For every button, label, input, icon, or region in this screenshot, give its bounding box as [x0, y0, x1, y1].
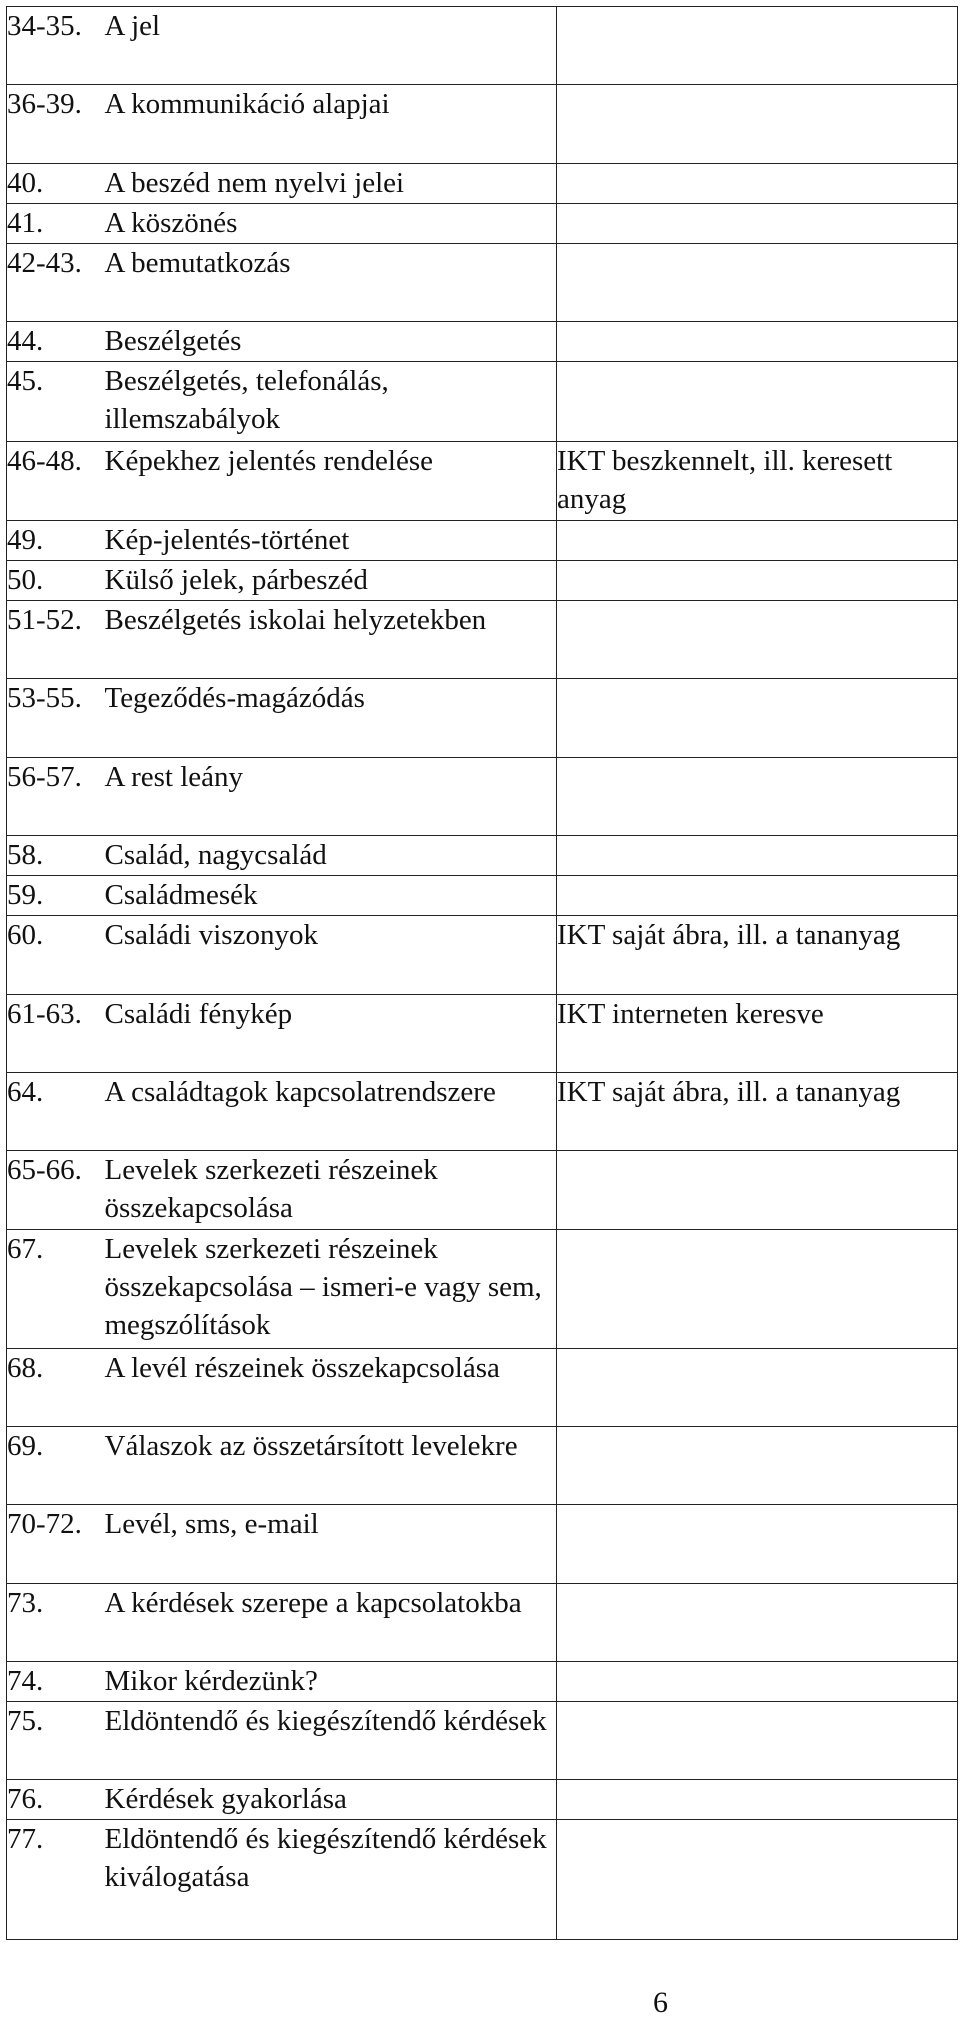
table-row: [7, 1072, 958, 1150]
table-row: [7, 7, 958, 85]
table-row: [7, 1348, 958, 1426]
table-row: [7, 561, 958, 601]
lesson-topic: Családi fénykép: [105, 994, 557, 1072]
table-row: [7, 362, 958, 441]
lesson-topic: Levelek szerkezeti részeinek összekapcsolása: [105, 1151, 557, 1230]
lesson-number: 40.: [7, 163, 105, 203]
lesson-topic: A levél részeinek összekapcsolása: [105, 1348, 557, 1426]
table-row: [7, 1661, 958, 1701]
lesson-number: 68.: [7, 1348, 105, 1426]
lesson-topic: Kép-jelentés-történet: [105, 520, 557, 560]
lesson-topic: A kérdések szerepe a kapcsolatokba: [105, 1583, 557, 1661]
lesson-number: 75.: [7, 1702, 105, 1780]
lesson-topic: A jel: [105, 7, 557, 85]
lesson-tool: IKT beszkennelt, ill. keresett anyag: [557, 444, 893, 515]
lesson-number: 65-66.: [7, 1151, 105, 1230]
lesson-number: 70-72.: [7, 1505, 105, 1583]
lesson-topic: Beszélgetés, telefonálás, illemszabályok: [105, 362, 557, 441]
lesson-number: 36-39.: [7, 85, 105, 163]
lesson-tool: IKT saját ábra, ill. a tananyag: [557, 919, 901, 952]
lesson-number: 74.: [7, 1661, 105, 1701]
lesson-number: 51-52.: [7, 601, 105, 679]
lesson-topic: A bemutatkozás: [105, 243, 557, 321]
lesson-number: 73.: [7, 1583, 105, 1661]
lesson-topic: Külső jelek, párbeszéd: [105, 561, 557, 601]
lesson-topic: Válaszok az összetársított levelekre: [105, 1427, 557, 1505]
lesson-tool: IKT interneten keresve: [557, 997, 824, 1030]
table-row: [7, 1427, 958, 1505]
lesson-plan-table: [6, 6, 958, 1940]
table-row: [7, 163, 958, 203]
table-row: [7, 1583, 958, 1661]
lesson-topic: Tegeződés-magázódás: [105, 679, 557, 757]
table-row: [7, 1230, 958, 1348]
lesson-number: 60.: [7, 916, 105, 994]
lesson-number: 49.: [7, 520, 105, 560]
lesson-topic: Mikor kérdezünk?: [105, 1661, 557, 1701]
lesson-topic: A köszönés: [105, 203, 557, 243]
lesson-topic: Eldöntendő és kiegészítendő kérdések: [105, 1702, 557, 1780]
lesson-number: 77.: [7, 1820, 105, 1940]
table-row: [7, 520, 958, 560]
lesson-number: 56-57.: [7, 757, 105, 835]
lesson-number: 45.: [7, 362, 105, 441]
table-row: [7, 441, 958, 520]
lesson-topic: Képekhez jelentés rendelése: [105, 441, 557, 520]
lesson-number: 42-43.: [7, 243, 105, 321]
lesson-number: 69.: [7, 1427, 105, 1505]
page-number: 6: [653, 1986, 668, 2019]
lesson-topic: Levél, sms, e-mail: [105, 1505, 557, 1583]
table-row: [7, 1702, 958, 1780]
lesson-topic: Családi viszonyok: [105, 916, 557, 994]
lesson-number: 41.: [7, 203, 105, 243]
lesson-topic: Beszélgetés iskolai helyzetekben: [105, 601, 557, 679]
lesson-number: 50.: [7, 561, 105, 601]
table-row: [7, 601, 958, 679]
table-row: [7, 679, 958, 757]
lesson-number: 44.: [7, 322, 105, 362]
lesson-plan-table-body: [7, 7, 958, 1940]
table-row: [7, 1505, 958, 1583]
lesson-topic: A családtagok kapcsolatrendszere: [105, 1072, 557, 1150]
table-row: [7, 322, 958, 362]
lesson-number: 61-63.: [7, 994, 105, 1072]
lesson-topic: A rest leány: [105, 757, 557, 835]
lesson-topic: A beszéd nem nyelvi jelei: [105, 163, 557, 203]
lesson-tool: IKT saját ábra, ill. a tananyag: [557, 1075, 901, 1108]
table-row: [7, 203, 958, 243]
lesson-topic: Családmesék: [105, 876, 557, 916]
lesson-topic: Eldöntendő és kiegészítendő kérdések kiválogatása: [105, 1820, 557, 1940]
lesson-topic: A kommunikáció alapjai: [105, 85, 557, 163]
lesson-topic: Levelek szerkezeti részeinek összekapcsolása – ismeri-e vagy sem, megszólítások: [105, 1230, 557, 1348]
lesson-number: 46-48.: [7, 441, 105, 520]
table-row: [7, 916, 958, 994]
lesson-number: 76.: [7, 1780, 105, 1820]
table-row: [7, 994, 958, 1072]
lesson-topic: Kérdések gyakorlása: [105, 1780, 557, 1820]
table-row: [7, 1151, 958, 1230]
lesson-number: 64.: [7, 1072, 105, 1150]
lesson-number: 67.: [7, 1230, 105, 1348]
lesson-topic: Család, nagycsalád: [105, 835, 557, 875]
table-row: [7, 1780, 958, 1820]
table-row: [7, 243, 958, 321]
lesson-number: 34-35.: [7, 7, 105, 85]
table-row: [7, 1820, 958, 1940]
table-row: [7, 876, 958, 916]
table-row: [7, 835, 958, 875]
lesson-topic: Beszélgetés: [105, 322, 557, 362]
table-row: [7, 757, 958, 835]
lesson-number: 53-55.: [7, 679, 105, 757]
lesson-number: 59.: [7, 876, 105, 916]
lesson-number: 58.: [7, 835, 105, 875]
table-row: [7, 85, 958, 163]
